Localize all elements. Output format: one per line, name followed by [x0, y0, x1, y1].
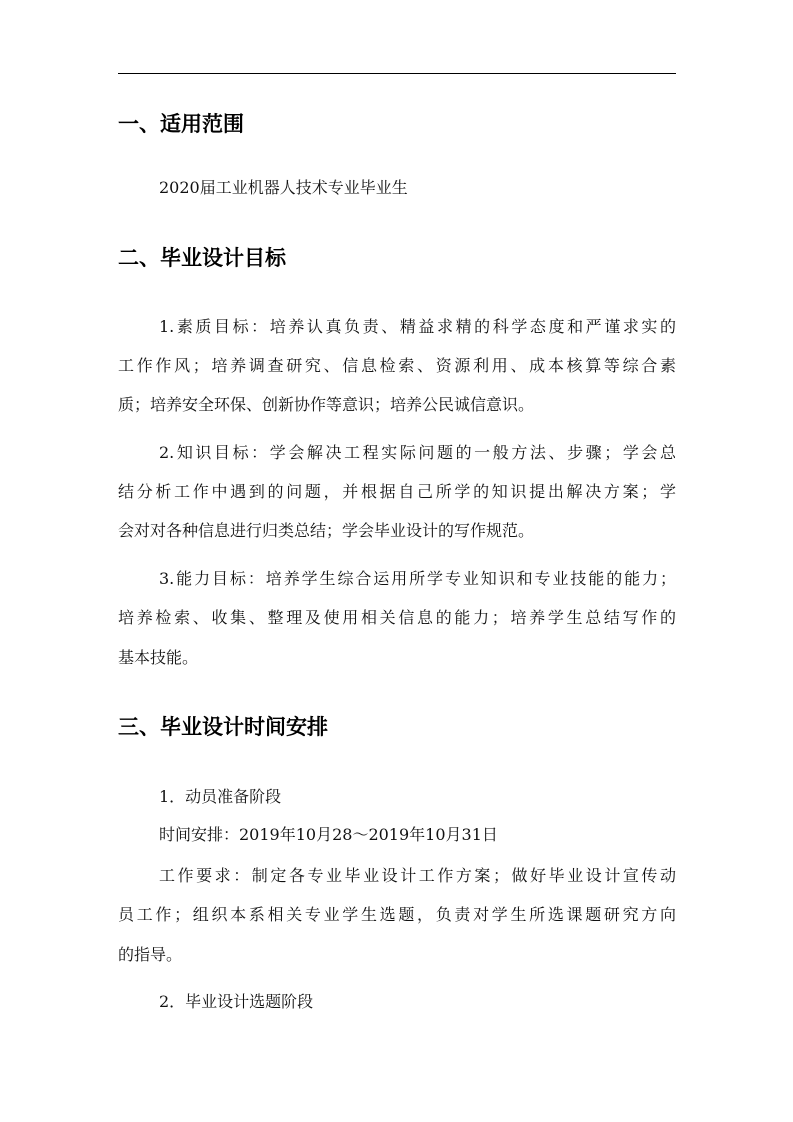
- goal-ability-line-1: 3.能力目标：培养学生综合运用所学专业知识和专业技能的能力；: [159, 569, 676, 588]
- goal-ability-line-3: 基本技能。: [118, 648, 199, 667]
- stage-1-requirement-line-1: 工作要求：制定各专业毕业设计工作方案；做好毕业设计宣传动: [159, 866, 676, 885]
- goal-knowledge-line-1: 2.知识目标：学会解决工程实际问题的一般方法、步骤；学会总: [159, 443, 676, 462]
- stage-2-title: 2．毕业设计选题阶段: [159, 992, 314, 1011]
- stage-1-title: 1．动员准备阶段: [159, 787, 282, 806]
- stage-1-time: 时间安排：2019年10月28～2019年10月31日: [159, 825, 498, 844]
- scope-text: 2020届工业机器人技术专业毕业生: [159, 178, 408, 197]
- section-heading-schedule: 三、毕业设计时间安排: [118, 715, 328, 739]
- goal-quality-line-2: 工作作风；培养调查研究、信息检索、资源利用、成本核算等综合素: [118, 356, 676, 375]
- section-heading-scope: 一、适用范围: [118, 112, 244, 136]
- goal-knowledge-line-3: 会对对各种信息进行归类总结；学会毕业设计的写作规范。: [118, 521, 535, 540]
- goal-ability-line-2: 培养检索、收集、整理及使用相关信息的能力；培养学生总结写作的: [118, 608, 676, 627]
- header-rule: [118, 73, 676, 74]
- goal-quality-line-1: 1.素质目标：培养认真负责、精益求精的科学态度和严谨求实的: [159, 317, 676, 336]
- stage-1-requirement-line-2: 员工作；组织本系相关专业学生选题，负责对学生所选课题研究方向: [118, 905, 676, 924]
- goal-quality-line-3: 质；培养安全环保、创新协作等意识；培养公民诚信意识。: [118, 395, 535, 414]
- section-heading-goals: 二、毕业设计目标: [118, 246, 286, 270]
- stage-1-requirement-line-3: 的指导。: [118, 945, 183, 964]
- goal-knowledge-line-2: 结分析工作中遇到的问题，并根据自己所学的知识提出解决方案；学: [118, 482, 676, 501]
